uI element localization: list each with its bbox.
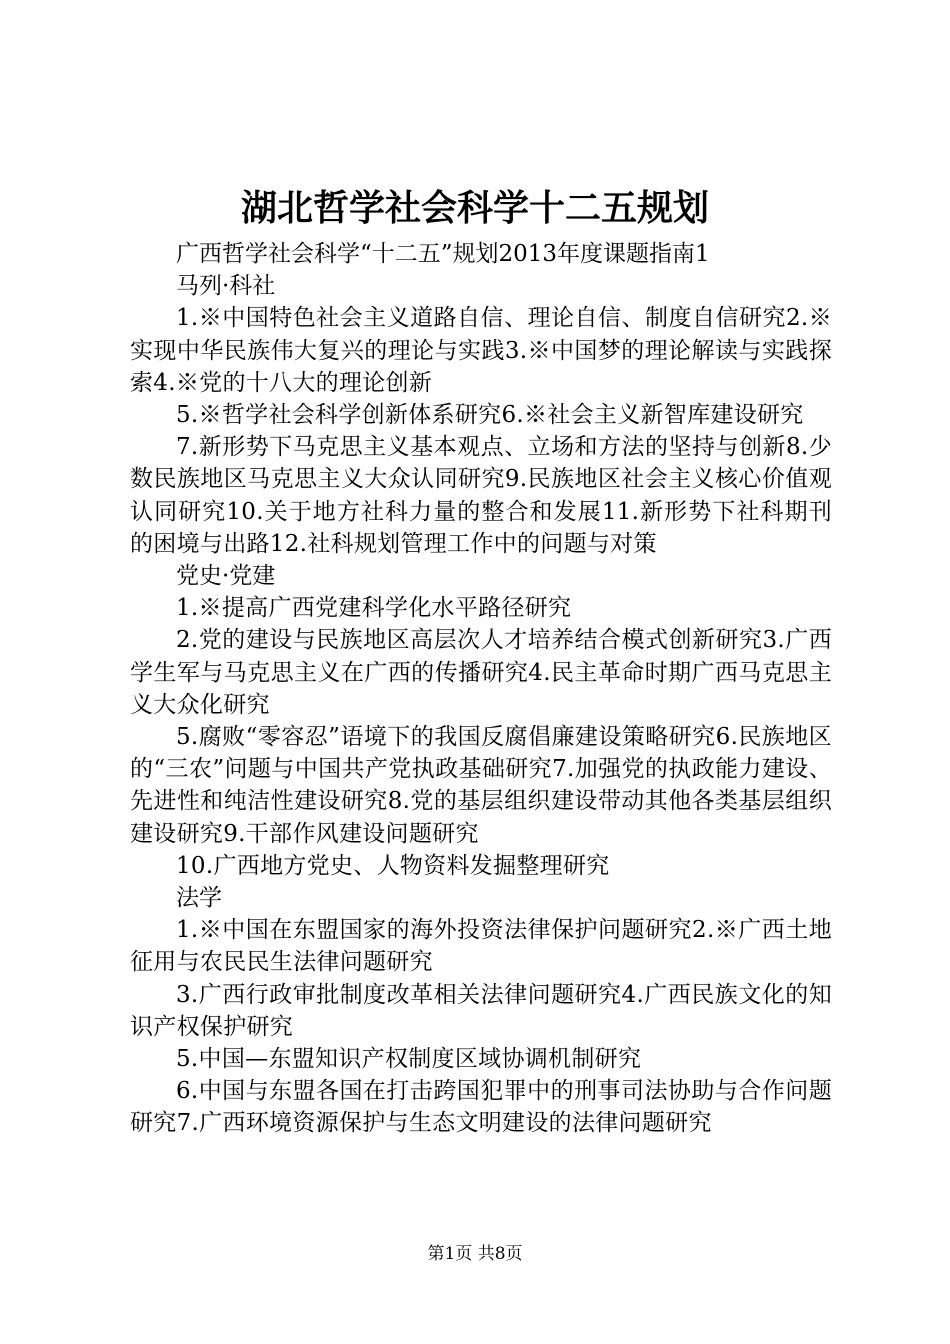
document-subtitle: 广西哲学社会科学“十二五”规划2013年度课题指南1 (176, 241, 710, 267)
paragraph: 5.※哲学社会科学创新体系研究6.※社会主义新智库建设研究 (176, 402, 804, 429)
document-body (130, 238, 832, 1140)
paragraph: 10.广西地方党史、人物资料发掘整理研究 (176, 852, 610, 879)
paragraph: 1.※中国在东盟国家的海外投资法律保护问题研究2.※广西土地征用与农民民生法律问题研究 (130, 917, 832, 976)
paragraph: 6.中国与东盟各国在打击跨国犯罪中的刑事司法协助与合作问题研究7.广西环境资源保护与生态文明建设的法律问题研究 (130, 1078, 832, 1137)
paragraph: 5.腐败“零容忍”语境下的我国反腐倡廉建设策略研究6.民族地区的“三农”问题与中国共产党执政基础研究7.加强党的执政能力建设、先进性和纯洁性建设研究8.党的基层组织建设带动其他各类基层组织建设研究9.干部作风建设问题研究 (130, 724, 832, 847)
paragraph: 7.新形势下马克思主义基本观点、立场和方法的坚持与创新8.少数民族地区马克思主义大众认同研究9.民族地区社会主义核心价值观认同研究10.关于地方社科力量的整合和发展11.新形势下社科期刊的困境与出路12.社科规划管理工作中的问题与对策 (130, 434, 832, 557)
paragraph: 3.广西行政审批制度改革相关法律问题研究4.广西民族文化的知识产权保护研究 (130, 981, 832, 1040)
section-heading-party-history: 党史·党建 (176, 563, 276, 590)
section-heading-law: 法学 (176, 885, 222, 912)
page-footer: 第1页 共8页 (427, 1244, 523, 1264)
page-title: 湖北哲学社会科学十二五规划 (240, 187, 709, 229)
paragraph: 2.党的建设与民族地区高层次人才培养结合模式创新研究3.广西学生军与马克思主义在广西的传播研究4.民主革命时期广西马克思主义大众化研究 (130, 627, 832, 718)
paragraph: 1.※中国特色社会主义道路自信、理论自信、制度自信研究2.※实现中华民族伟大复兴的理论与实践3.※中国梦的理论解读与实践探索4.※党的十八大的理论创新 (130, 305, 832, 396)
paragraph: 1.※提高广西党建科学化水平路径研究 (176, 595, 572, 622)
section-heading-marxism: 马列·科社 (176, 273, 276, 300)
paragraph: 5.中国—东盟知识产权制度区域协调机制研究 (176, 1046, 642, 1073)
